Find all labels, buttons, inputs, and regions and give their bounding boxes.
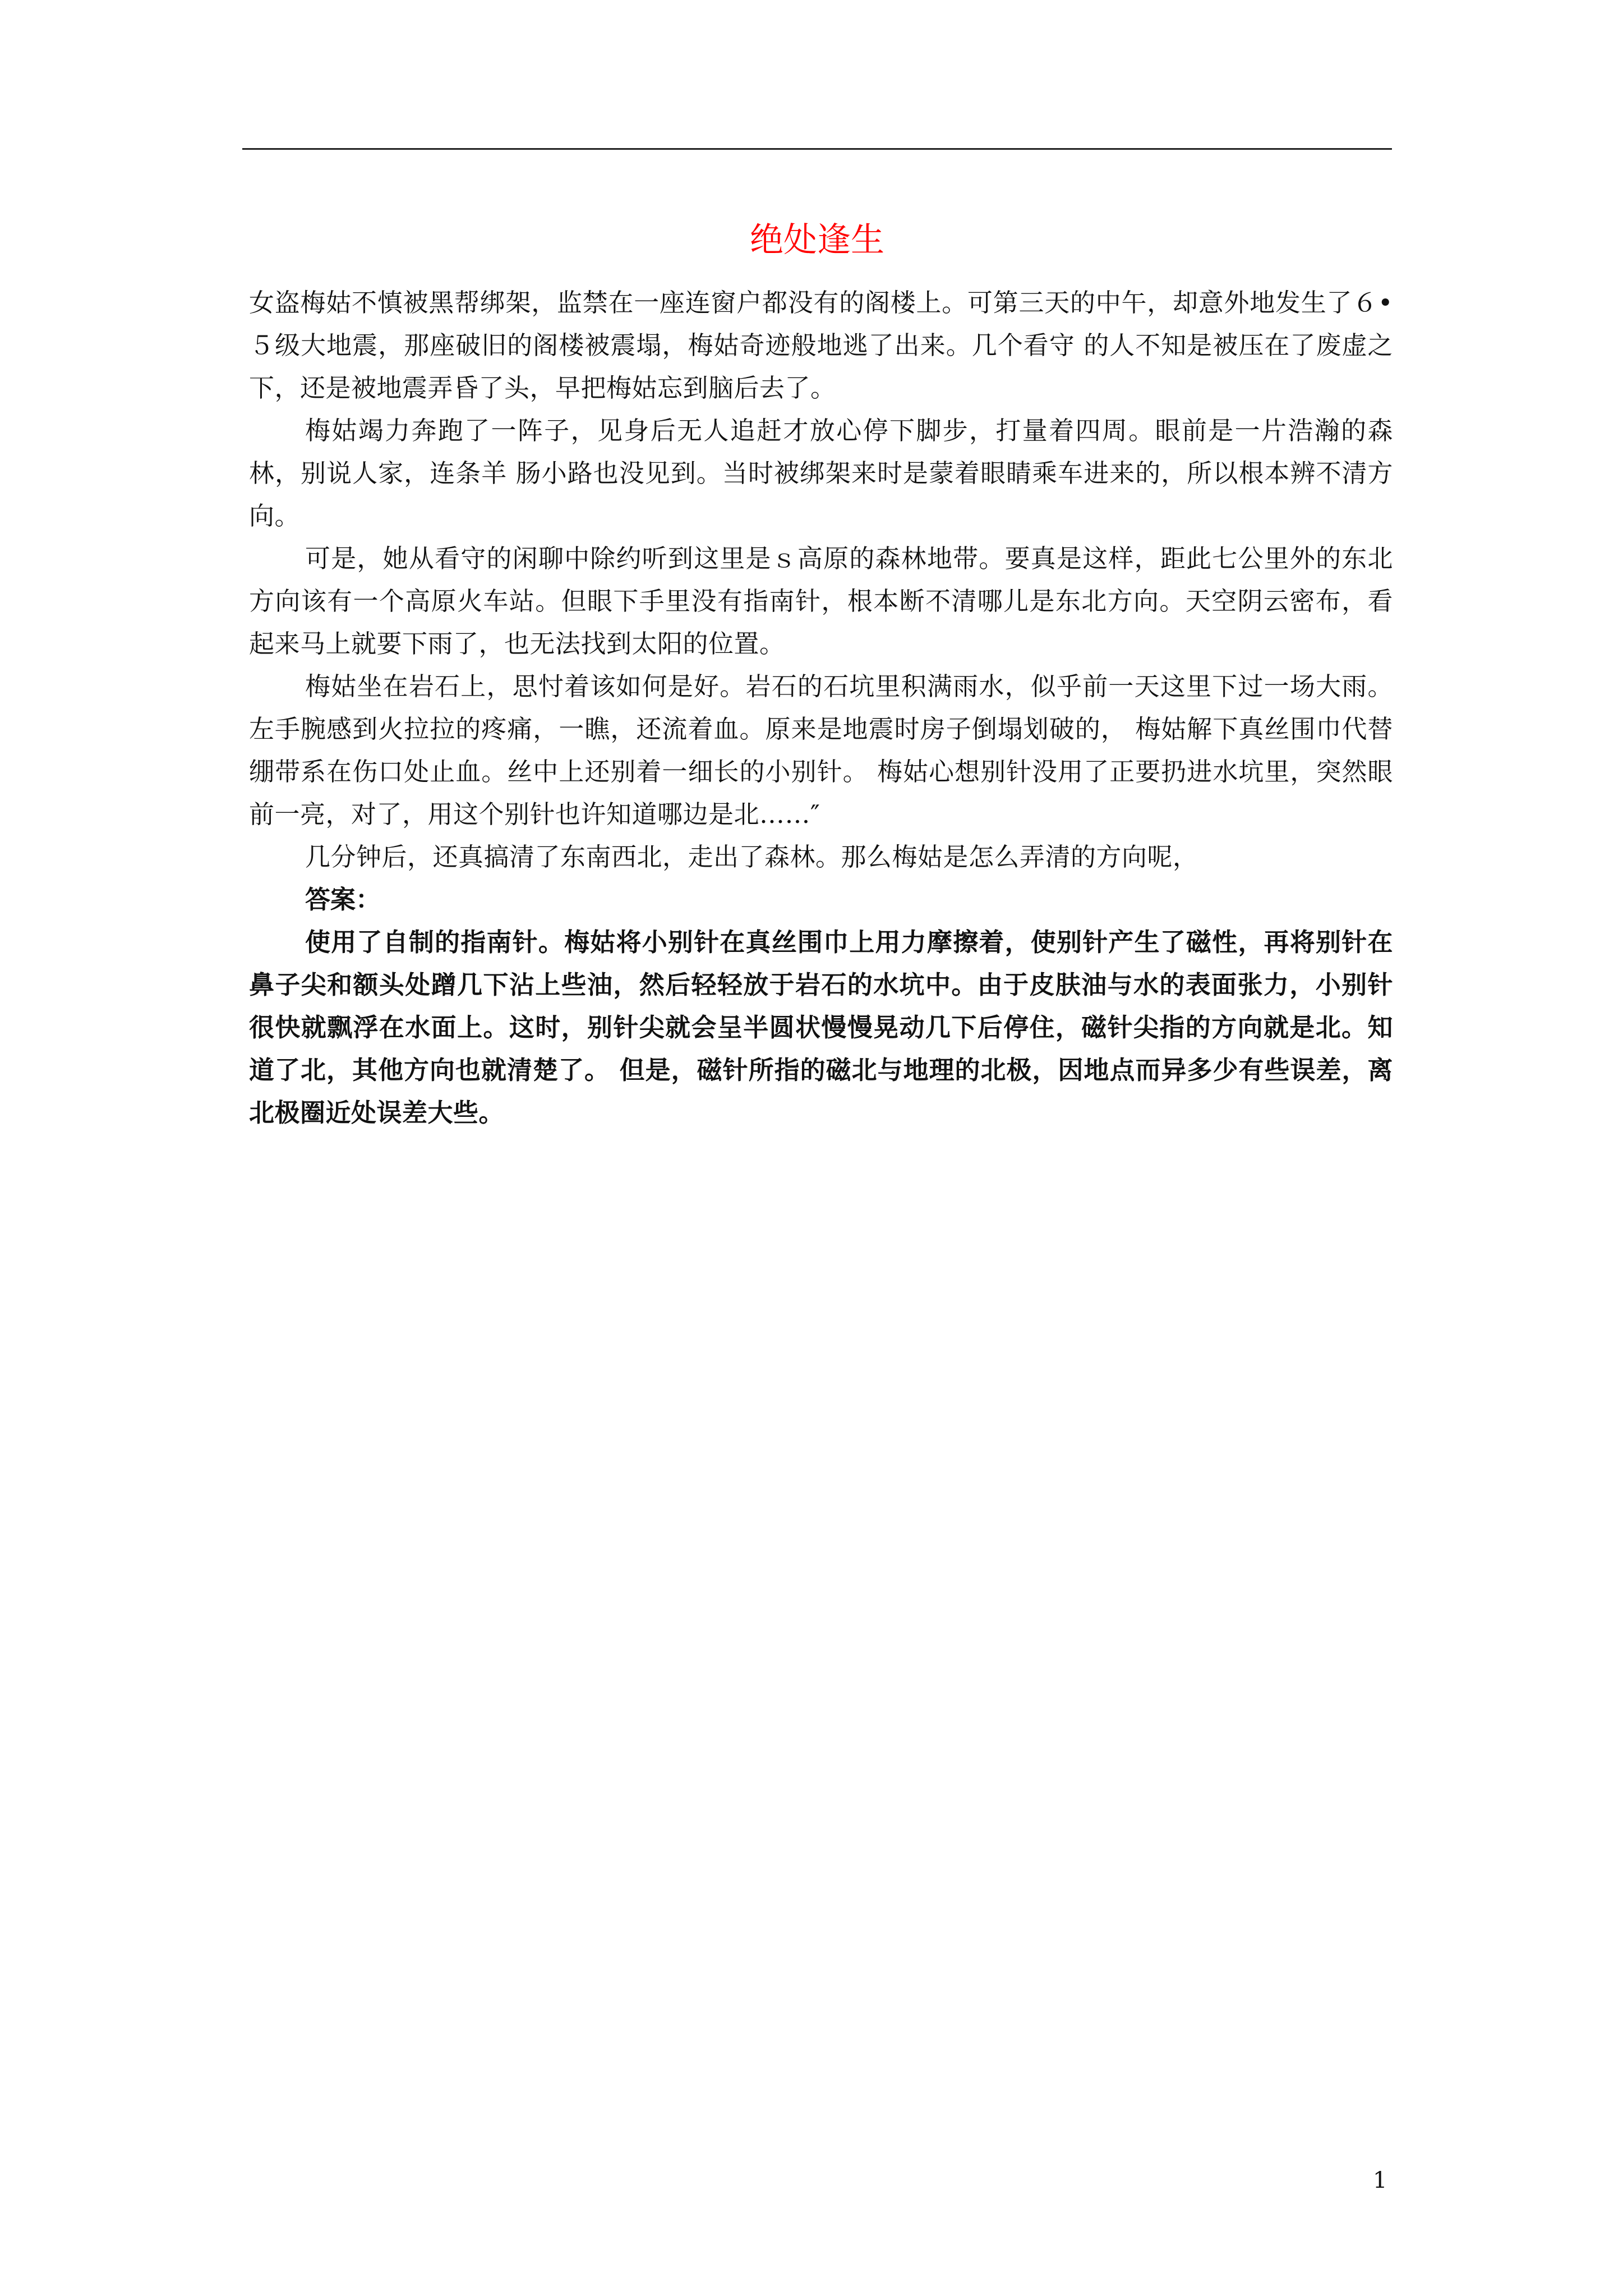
paragraph-4: 梅姑坐在岩石上，思忖着该如何是好。岩石的石坑里积满雨水，似乎前一天这里下过一场大雨。左手腕感到火拉拉的疼痛，一瞧，还流着血。原来是地震时房子倒塌划破的， 梅姑解下真丝围巾代替绷带系在伤口处止血。丝中上还别着一细长的小别针。 梅姑心想别针没用了正要扔进水坑里，突然眼前一亮，对了，用这个别针也许知道哪边是北……″ [249,671,1393,829]
paragraph-1: 女盗梅姑不慎被黑帮绑架，监禁在一座连窗户都没有的阁楼上。可第三天的中午，却意外地发生了６•５级大地震，那座破旧的阁楼被震塌，梅姑奇迹般地逃了出来。几个看守 的人不知是被压在了废虚之下，还是被地震弄昏了头，早把梅姑忘到脑后去了。 [249,288,1393,403]
page-number: 1 [1373,2168,1387,2193]
paragraph-5: 几分钟后，还真搞清了东南西北，走出了森林。那么梅姑是怎么弄清的方向呢， [305,842,1198,872]
answer-text: 使用了自制的指南针。梅姑将小别针在真丝围巾上用力摩擦着，使别针产生了磁性，再将别针在鼻子尖和额头处蹭几下沾上些油，然后轻轻放于岩石的水坑中。由于皮肤油与水的表面张力，小别针很快就飘浮在水面上。这时，别针尖就会呈半圆状慢慢晃动几下后停住，磁针尖指的方向就是北。知道了北，其他方向也就清楚了。 但是，磁针所指的磁北与地理的北极，因地点而异多少有些误差，离北极圈近处误差大些。 [249,927,1393,1128]
document-body [249,282,1393,1134]
paragraph-2: 梅姑竭力奔跑了一阵子，见身后无人追赶才放心停下脚步，打量着四周。眼前是一片浩瀚的森林，别说人家，连条羊 肠小路也没见到。当时被绑架来时是蒙着眼睛乘车进来的，所以根本辨不清方向。 [249,416,1393,531]
answer-label: 答案： [305,885,381,914]
paragraph-3: 可是，她从看守的闲聊中除约听到这里是ｓ高原的森林地带。要真是这样，距此七公里外的东北方向该有一个高原火车站。但眼下手里没有指南针，根本断不清哪儿是东北方向。天空阴云密布，看起来马上就要下雨了，也无法找到太阳的位置。 [249,544,1393,659]
document-title: 绝处逢生 [750,220,884,260]
header-rule [242,148,1392,150]
